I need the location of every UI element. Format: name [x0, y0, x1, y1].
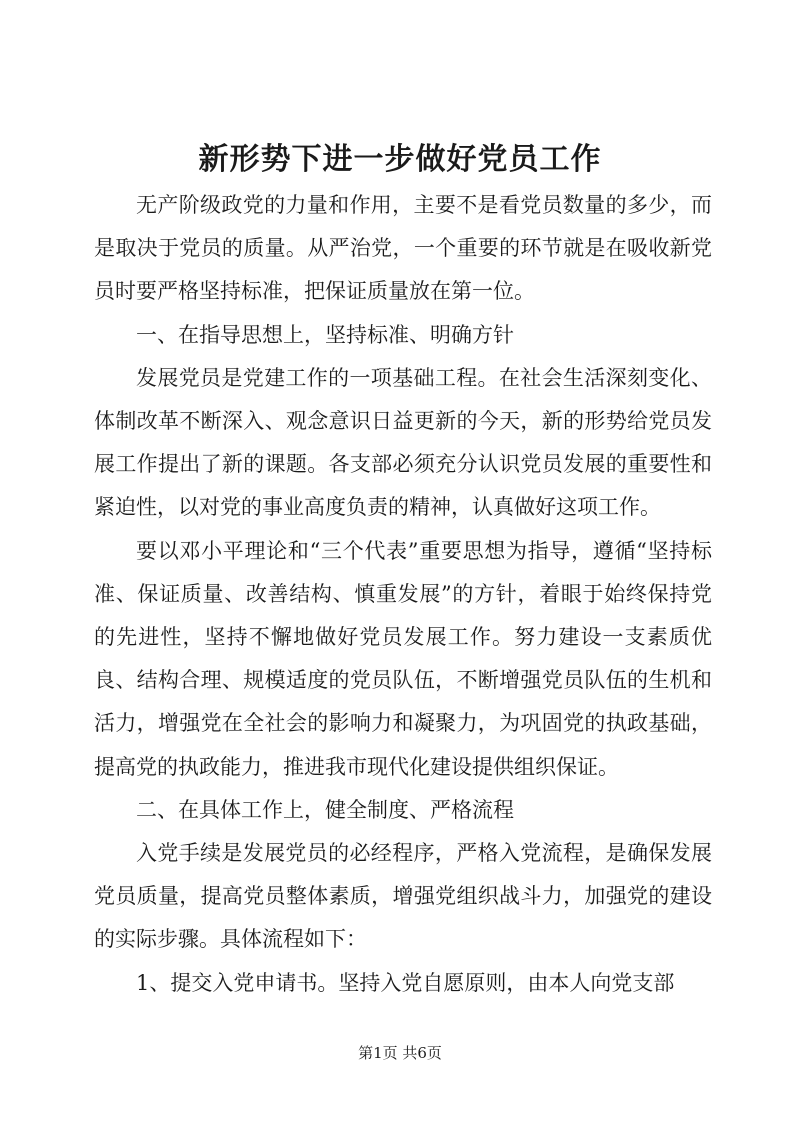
list-item-1: 1、提交入党申请书。坚持入党自愿原则，由本人向党支部 [136, 970, 675, 995]
section-heading-2: 二、在具体工作上，健全制度、严格流程 [136, 797, 514, 822]
paragraph: 入党手续是发展党员的必经程序，严格入党流程，是确保发展党员质量，提高党员整体素质，增强党组织战斗力，加强党的建设的实际步骤。具体流程如下： [94, 841, 712, 952]
paragraph-intro: 无产阶级政党的力量和作用，主要不是看党员数量的多少，而是取决于党员的质量。从严治党，一个重要的环节就是在吸收新党员时要严格坚持标准，把保证质量放在第一位。 [94, 193, 712, 304]
paragraph: 要以邓小平理论和“三个代表”重要思想为指导，遵循“坚持标准、保证质量、改善结构、慎重发展”的方针，着眼于始终保持党的先进性，坚持不懈地做好党员发展工作。努力建设一支素质优良、结构合理、规模适度的党员队伍，不断增强党员队伍的生机和活力，增强党在全社会的影响力和凝聚力，为巩固党的执政基础，提高党的执政能力，推进我市现代化建设提供组织保证。 [94, 538, 712, 779]
paragraph: 发展党员是党建工作的一项基础工程。在社会生活深刻变化、体制改革不断深入、观念意识日益更新的今天，新的形势给党员发展工作提出了新的课题。各支部必须充分认识党员发展的重要性和紧迫性，以对党的事业高度负责的精神，认真做好这项工作。 [94, 365, 712, 520]
document-title: 新形势下进一步做好党员工作 [198, 142, 602, 177]
document-body [94, 184, 712, 1005]
page-footer: 第1页 共6页 [358, 1044, 442, 1062]
section-heading-1: 一、在指导思想上，坚持标准、明确方针 [136, 322, 514, 347]
